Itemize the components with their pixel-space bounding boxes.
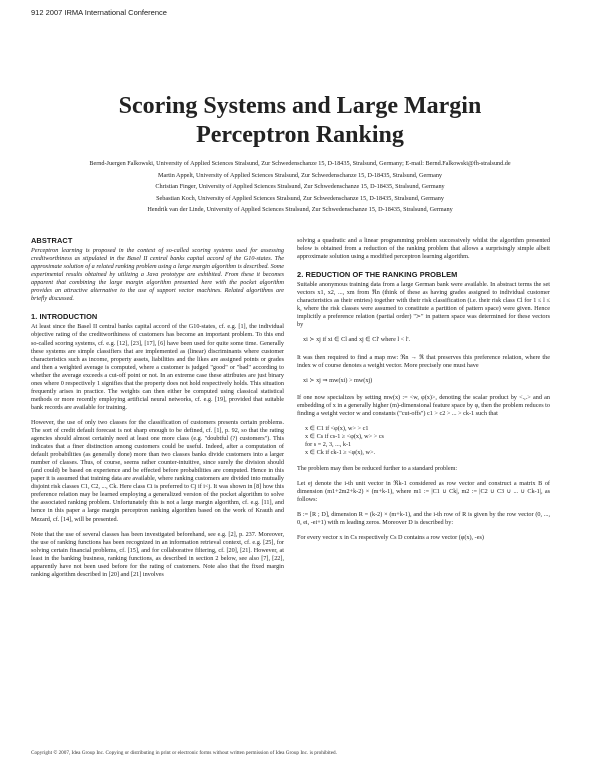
section-2-paragraph-6: B := [R ; D], dimension R = (k-2) × (m+k-1), and the i-th row of R is given by the row vector (0, ..., 0, ei, -ei+1) with m leading zeros. Moreover D is described by: bbox=[297, 511, 550, 527]
paper-title bbox=[0, 92, 600, 150]
author-3: Christian Finger, University of Applied Sciences Stralsund, Zur Schwedenschanze 15, D-18435, Stralsund, Germany bbox=[155, 183, 445, 191]
section-2-paragraph-2: It was then required to find a map mw: ℜn → ℜ that preserves this preference relation, where the index w of course denotes a weight vector. More precisely one must have bbox=[297, 353, 550, 369]
formula-class-line-3: for s = 2, 3, ..., k-1 bbox=[305, 440, 352, 448]
formula-map: xi ≻ xj ⇒ mw(xi) > mw(xj) bbox=[303, 376, 373, 384]
formula-class-line-1: x ∈ C1 if <φ(x), w> > c1 bbox=[305, 424, 369, 432]
section-2-paragraph-5: Let ej denote the i-th unit vector in ℜk-1 considered as row vector and construct a matrix B of dimension (m1+2m2+k-2) × (m+k-1), where m1 := |C1 ∪ Ck|, m2 := |C2 ∪ C3 ∪ ... ∪ Ck-1|, as follows: bbox=[297, 480, 550, 504]
section-2-paragraph-4: The problem may then be reduced further to a standard problem: bbox=[297, 464, 458, 472]
formula-preference: xi ≻ xj if xi ∈ Cl and xj ∈ Cl' where l < l'. bbox=[303, 336, 411, 344]
author-4: Sebastian Koch, University of Applied Sciences Stralsund, Zur Schwedenschanze 15, D-18435, Stralsund, Germany bbox=[156, 194, 444, 202]
section-2-paragraph-7: For every vector x in Cs respectively Cs D contains a row vector (φ(x), -es) bbox=[297, 534, 484, 542]
author-2: Martin Appelt, University of Applied Sciences Stralsund, Zur Schwedenschanze 15, D-18435, Stralsund, Germany bbox=[157, 171, 443, 179]
author-5: Hendrik van der Linde, University of Applied Sciences Stralsund, Zur Schwedenschanze 15, D-18435, Stralsund, Germany bbox=[147, 206, 453, 214]
section-2-paragraph-3: If one now specializes by setting mw(x) := <w, φ(x)>, denoting the scalar product by <.,.> and an embedding of x in a generally higher (m)-dimensional feature space by φ, then the problem reduces to finding a weight vector w and constants ("cut-offs") c1 > c2 > ... > ck-1 such that bbox=[297, 393, 550, 417]
copyright-footer: Copyright © 2007, Idea Group Inc. Copying or distributing in print or electronic forms without written permission of Idea Group Inc. is prohibited. bbox=[31, 750, 337, 756]
intro-paragraph-1: At least since the Basel II central banks capital accord of the G10-states, cf. e.g. [1], the individual objective rating of the creditworthiness of customers has become an important problem. To this end so-called scoring systems, cf. e.g. [12], [23], [17], [6] have been used for quite some time. Generally these systems are simple classifiers that are implemented as (linear) discriminants where customer characteristics such as income, property assets, liabilities and the likes are assigned points or grades and then a weighted average is computed, where a customer is judged "good" or "bad" according to whether the average exceeds a cut-off point or not. In an extreme case these attributes are just binary ones where 0 respectively 1 signifies that the property does not hold respectively holds. This situation frequently arises in practice. The weights can then either be computed using classical statistical methods or more recently employing artificial neural networks, cf. e.g. [19], provided that suitable bank records are available for training. bbox=[31, 323, 284, 411]
right-column bbox=[297, 237, 550, 549]
abstract-heading: ABSTRACT bbox=[31, 236, 73, 245]
section-2-paragraph-1: Suitable anonymous training data from a large German bank were available. In abstract terms the set vectors x1, x2, ..., xm from ℜn (think of these as having grades assigned to individual customer characteristics as their entries) together with their risk classification (i.e. their risk class Cl for 1 ≤ l ≤ k, where the risk classes were assumed to constitute a partition of pattern space) were given. Hence implicitly a preference relation (partial order) "≻" in pattern space was determined for these vectors by bbox=[297, 281, 550, 329]
formula-class-line-4: x ∈ Ck if ck-1 ≥ <φ(x), w>. bbox=[305, 448, 376, 456]
intro-paragraph-2: However, the use of only two classes for the classification of customers presents certain problems. The sort of credit default forecast is not sharp enough to be defined, cf. [1], p. 92, so that the rating agencies should almost certainly need at least one more class (e.g. "doubtful (?) customers"). This indicates that a finer distinction among customers could be useful. Indeed, after a computation of default probabilities (as generally done) more than two classes banks divide customers into a larger number of classes. Thus, of course, seems rather counter-intuitive, since surely the division should (and could) be based on experience and be effected before probabilities are computed. Hence in this paper it is assumed that training data are available, where ranking customers are divided into mutually disjoint risk classes C1, C2, ..., Ck. Here class Ci is preferred to Cj if i<j. It was shown in [8] how this preference relation may be learned employing a generalized version of the pocket algorithm to solve the associated ranking problem. Unfortunately this is not a large margin algorithm, cf. e.g. [11], and hence in this paper a large margin perceptron ranking algorithm based on the work of Krauth and Mezard, cf. [14], will be presented. bbox=[31, 418, 284, 523]
title-line-1: Scoring Systems and Large Margin bbox=[118, 93, 482, 119]
author-list bbox=[40, 158, 560, 216]
page-header: 912 2007 IRMA International Conference bbox=[31, 8, 167, 17]
intro-paragraph-3: Note that the use of several classes has been investigated beforehand, see e.g. [2], p. 237. Moreover, the use of ranking functions has been recognized in an information retrieval context, cf. e.g. [25], for solving certain financial problems, cf. [15], and for collaborative filtering, cf. [20], [21]. However, at least in the banking business, ranking functions, as described in section 2 below, see also [7], [22], apparently have not been used before for the rating of customers. Note also that the fixed margin ranking algorithm described in [20] and [21] involves bbox=[31, 530, 284, 578]
author-1: Bernd-Juergen Falkowski, University of Applied Sciences Stralsund, Zur Schwedenschanze 15, D-18435, Stralsund, Germany; E-mail: Bernd.Falkowski@fh-stralsund.de bbox=[89, 160, 511, 167]
continued-paragraph: solving a quadratic and a linear programming problem successively whilst the algorithm presented below is obtained from a reduction of the ranking problem that allows a surprisingly simple albeit approximate solution using a modified perceptron learning algorithm. bbox=[297, 237, 550, 261]
abstract-text: Perceptron learning is proposed in the context of so-called scoring systems used for assessing creditworthiness as stipulated in the Basel II central banks capital accord of the G10-states. The approximate solution of a related ranking problem using a large margin algorithm is described. Some experimental results obtained by utilizing a Java prototype are exhibited. From these it becomes apparent that combining the large margin algorithm presented here with the pocket algorithm provides an attractive alternative to the use of support vector machines. Related algorithms are briefly discussed. bbox=[31, 247, 284, 303]
introduction-heading: 1. INTRODUCTION bbox=[31, 312, 98, 322]
section-2-heading: 2. REDUCTION OF THE RANKING PROBLEM bbox=[297, 270, 458, 280]
formula-classes bbox=[297, 425, 550, 457]
left-column bbox=[31, 237, 284, 586]
formula-class-line-2: x ∈ Cs if cs-1 ≥ <φ(x), w> > cs bbox=[305, 432, 384, 440]
title-line-2: Perceptron Ranking bbox=[196, 122, 404, 148]
